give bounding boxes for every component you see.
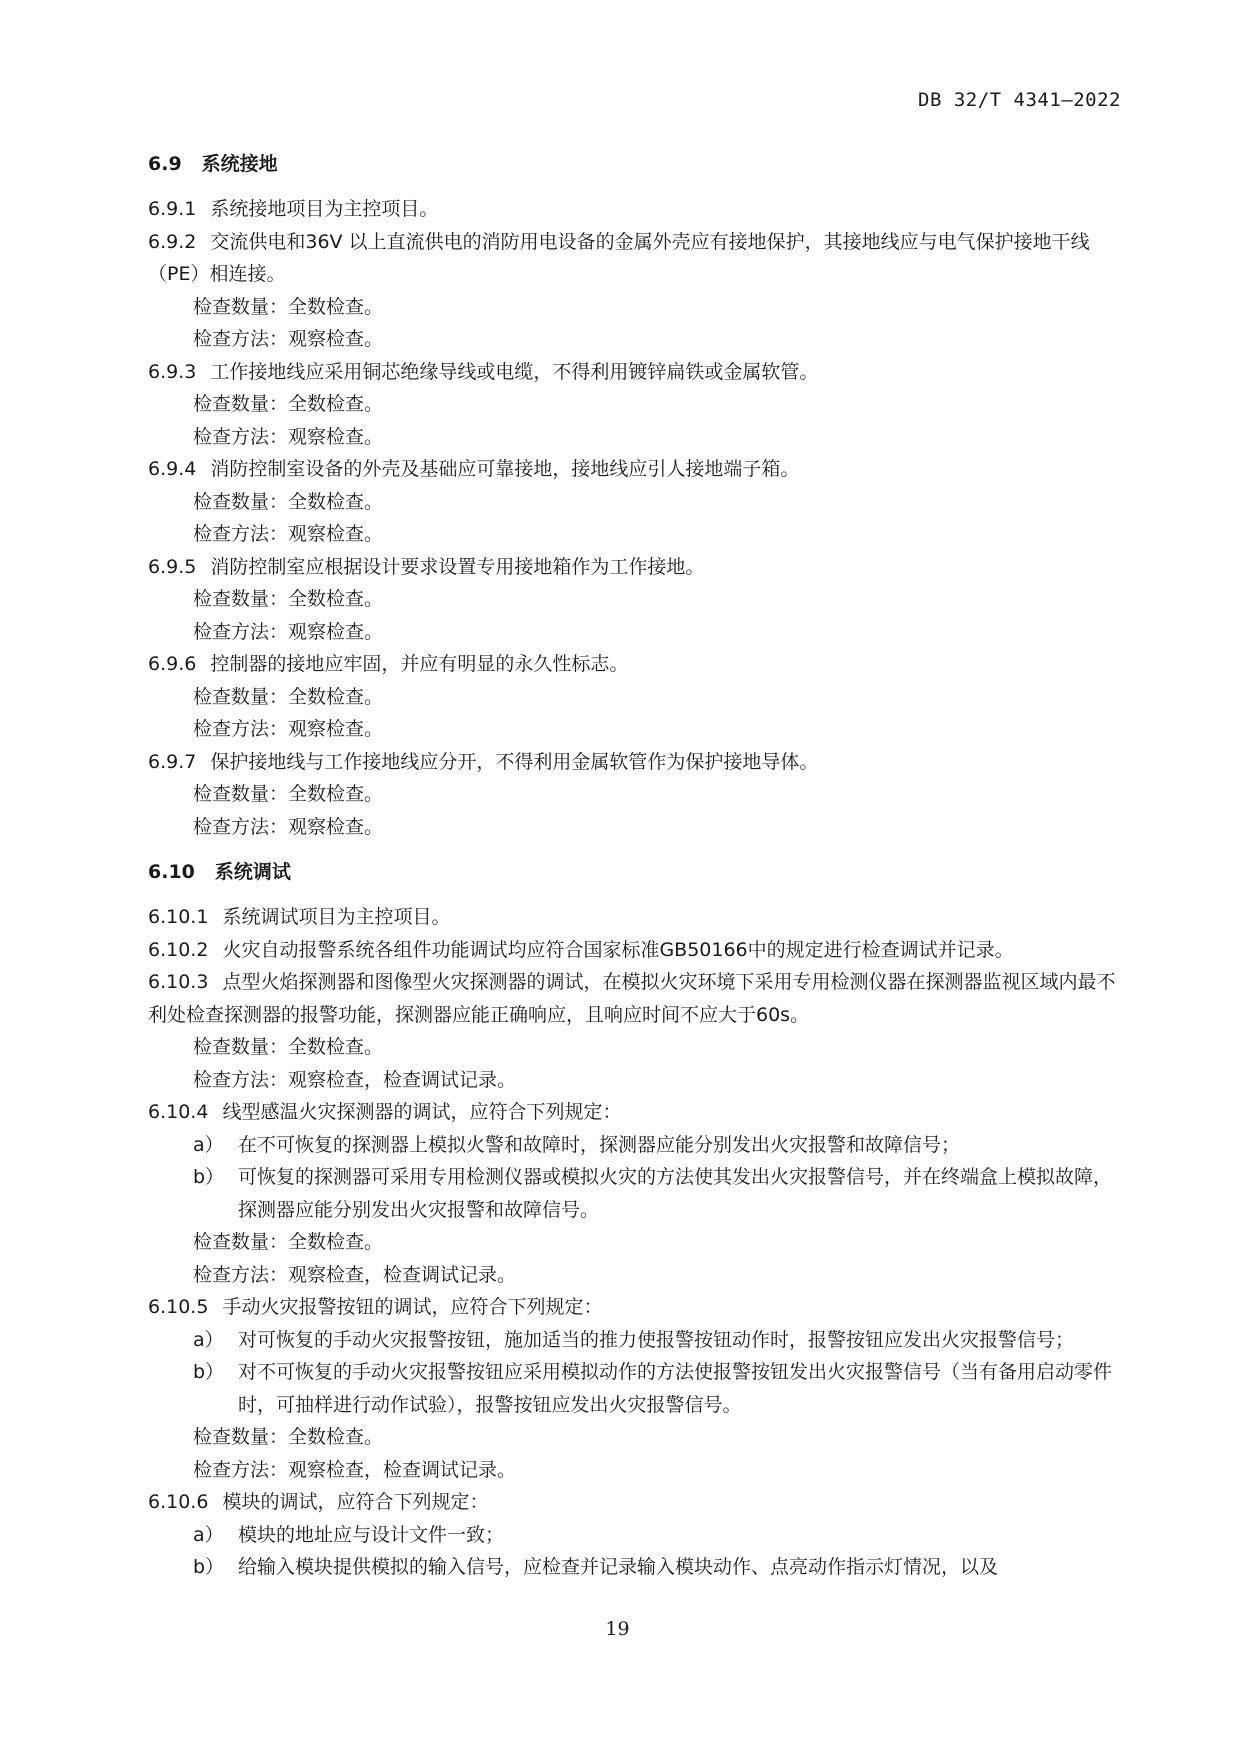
clause-6-10-6: 6.10.6 模块的调试，应符合下列规定： (148, 1491, 489, 1513)
check-method: 检查方法：观察检查。 (193, 815, 384, 838)
document-code: DB 32/T 4341—2022 (918, 89, 1121, 111)
check-quantity: 检查数量：全数检查。 (193, 393, 384, 415)
clause-6-9-2: 6.9.2 交流供电和36V 以上直流供电的消防用电设备的金属外壳应有接地保护，其接地线应与电气保护接地干线（PE）相连接。 (148, 230, 1090, 285)
section-heading: 6.10 系统调试 (148, 861, 291, 883)
clause-6-9-7: 6.9.7 保护接地线与工作接地线应分开，不得利用金属软管作为保护接地导体。 (148, 750, 819, 773)
check-method: 检查方法：观察检查。 (193, 328, 384, 350)
clause-6-10-1: 6.10.1 系统调试项目为主控项目。 (148, 906, 451, 928)
list-item: a） 模块的地址应与设计文件一致； (193, 1523, 505, 1546)
check-quantity: 检查数量：全数检查。 (193, 783, 384, 805)
list-item: b） 给输入模块提供模拟的输入信号，应检查并记录输入模块动作、点亮动作指示灯情况，以及 (193, 1556, 999, 1578)
check-quantity: 检查数量：全数检查。 (193, 295, 384, 318)
check-quantity: 检查数量：全数检查。 (193, 1426, 384, 1448)
check-method: 检查方法：观察检查。 (193, 425, 384, 448)
check-method: 检查方法：观察检查。 (193, 718, 384, 740)
check-method: 检查方法：观察检查，检查调试记录。 (193, 1068, 517, 1091)
clause-6-9-4: 6.9.4 消防控制室设备的外壳及基础应可靠接地，接地线应引人接地端子箱。 (148, 458, 800, 480)
clause-6-9-1: 6.9.1 系统接地项目为主控项目。 (148, 198, 439, 220)
check-quantity: 检查数量：全数检查。 (193, 1036, 384, 1058)
list-item: b） 对不可恢复的手动火灾报警按钮应采用模拟动作的方法使报警按钮发出火灾报警信号（当有备用启动零件时，可抽样进行动作试验），报警按钮应发出火灾报警信号。 (193, 1361, 1113, 1416)
clause-6-10-5: 6.10.5 手动火灾报警按钮的调试，应符合下列规定： (148, 1296, 603, 1318)
check-quantity: 检查数量：全数检查。 (193, 588, 384, 610)
check-method: 检查方法：观察检查。 (193, 620, 384, 643)
check-method: 检查方法：观察检查，检查调试记录。 (193, 1263, 517, 1286)
check-quantity: 检查数量：全数检查。 (193, 1231, 384, 1253)
list-item: b） 可恢复的探测器可采用专用检测仪器或模拟火灾的方法使其发出火灾报警信号，并在终端盒上模拟故障，探测器应能分别发出火灾报警和故障信号。 (193, 1166, 1113, 1221)
section-heading: 6.9 系统接地 (148, 153, 278, 175)
list-item: a） 在不可恢复的探测器上模拟火警和故障时，探测器应能分别发出火灾报警和故障信号； (193, 1133, 961, 1156)
check-method: 检查方法：观察检查。 (193, 523, 384, 545)
check-method: 检查方法：观察检查，检查调试记录。 (193, 1458, 517, 1481)
check-quantity: 检查数量：全数检查。 (193, 490, 384, 513)
clause-6-10-2: 6.10.2 火灾自动报警系统各组件功能调试均应符合国家标准GB50166中的规定进行检查调试并记录。 (148, 938, 1014, 961)
document-body (148, 148, 1116, 1584)
list-item: a） 对可恢复的手动火灾报警按钮，施加适当的推力使报警按钮动作时，报警按钮应发出火灾报警信号； (193, 1328, 1075, 1351)
clause-6-9-5: 6.9.5 消防控制室应根据设计要求设置专用接地箱作为工作接地。 (148, 555, 705, 578)
page-number: 19 (605, 1618, 630, 1640)
check-quantity: 检查数量：全数检查。 (193, 685, 384, 708)
clause-6-9-6: 6.9.6 控制器的接地应牢固，并应有明显的永久性标志。 (148, 653, 629, 675)
clause-6-10-3: 6.10.3 点型火焰探测器和图像型火灾探测器的调试，在模拟火灾环境下采用专用检测仪器在探测器监视区域内最不利处检查探测器的报警功能，探测器应能正确响应，且响应时间不应大于60s。 (148, 971, 1116, 1026)
clause-6-10-4: 6.10.4 线型感温火灾探测器的调试，应符合下列规定： (148, 1101, 622, 1123)
clause-6-9-3: 6.9.3 工作接地线应采用铜芯绝缘导线或电缆，不得利用镀锌扁铁或金属软管。 (148, 360, 819, 383)
